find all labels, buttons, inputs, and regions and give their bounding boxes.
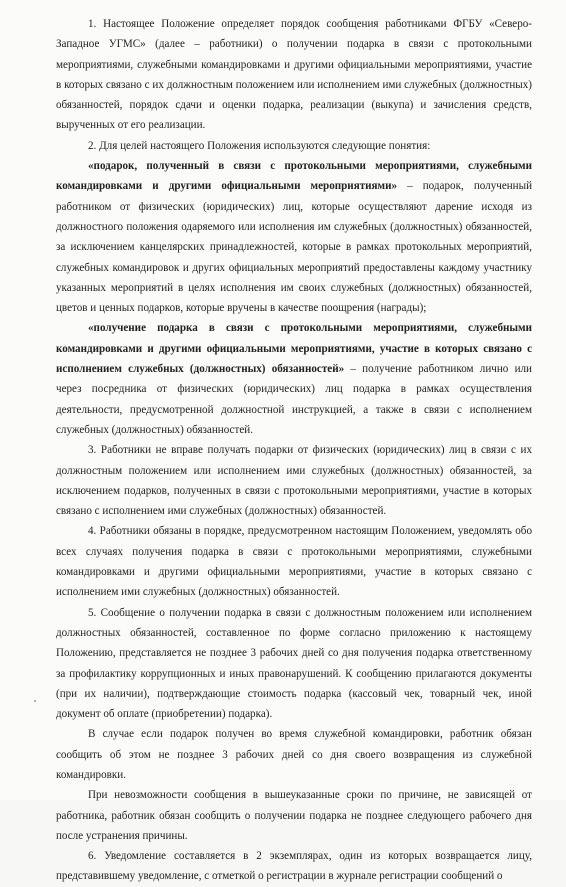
- paragraph-2: 2. Для целей настоящего Положения используются следующие понятия:: [88, 139, 431, 152]
- definition-gift-text: – подарок, полученный работником от физических (юридических) лиц, которые осуществляют дарение исходя из должностного положения одаряемого или исполнения им служебных (должностных) обязанностей, за исключением канцелярских принадлежностей, которые в рамках протокольных мероприятий, служебных командировок и других официальных мероприятий предоставлены каждому участнику указанных мероприятий в целях исполнения им своих служебных (должностных) обязанностей, цветов и ценных подарков, которые вручены в качестве поощрения (награды);: [56, 180, 533, 315]
- paragraph-4: 4. Работники обязаны в порядке, предусмотренном настоящим Положением, уведомлять обо всех случаях получения подарка в связи с протокольными мероприятиями, служебными командировками и другими официальными мероприятиями, участие в которых связано с исполнением ими служебных (должностных) обязанностей.: [56, 525, 532, 599]
- paragraph-6: 6. Уведомление составляется в 2 экземплярах, один из которых возвращается лицу, представившему уведомление, с отметкой о регистрации в журнале регистрации сообщений о: [56, 850, 532, 883]
- definition-receipt-text: – получение работником лично или через посредника от физических (юридических) лиц подарка в рамках осуществления деятельности, предусмотренной должностной инструкцией, а также в связи с исполнением служебных (должностных) обязанностей.: [56, 363, 532, 436]
- definition-gift: [56, 156, 532, 318]
- definition-receipt-term: «получение подарка в связи с протокольными мероприятиями, служебными командировками и другими официальными мероприятиями, участие в которых связано с исполнением служебных (должностных) обязанностей»: [56, 322, 532, 376]
- paragraph-1: 1. Настоящее Положение определяет порядок сообщения работниками ФГБУ «Северо-Западное УГМС» (далее – работники) о получении подарка в связи с протокольными мероприятиями, служебными командировками и другими официальными мероприятиями, участие в которых связано с их должностным положением или исполнением ими служебных (должностных) обязанностей, порядок сдачи и оценки подарка, реализации (выкупа) и зачисления средств, вырученных от его реализации.: [56, 18, 532, 132]
- definition-gift-term: «подарок, полученный в связи с протокольными мероприятиями, служебными командировками и другими официальными мероприятиями»: [56, 160, 532, 193]
- paragraph-5-business-trip: В случае если подарок получен во время служебной командировки, работник обязан сообщить об этом не позднее 3 рабочих дней со дня своего возвращения из служебной командировки.: [56, 728, 532, 781]
- paragraph-5-impossibility: При невозможности сообщения в вышеуказанные сроки по причине, не зависящей от работника, работник обязан сообщить о получении подарка не позднее следующего рабочего дня после устранения причины.: [56, 789, 532, 842]
- paragraph-3: 3. Работники не вправе получать подарки от физических (юридических) лиц в связи с их должностным положением или исполнением ими служебных (должностных) обязанностей, за исключением подарков, полученных в связи с протокольными мероприятиями, участие в которых связано с исполнением ими служебных (должностных) обязанностей.: [56, 444, 532, 518]
- paragraph-5: 5. Сообщение о получении подарка в связи с должностным положением или исполнением должностных обязанностей, составленное по форме согласно приложению к настоящему Положению, представляется не позднее 3 рабочих дней со дня получения подарка ответственному за профилактику коррупционных и иных правонарушений. К сообщению прилагаются документы (при их наличии), подтверждающие стоимость подарка (кассовый чек, товарный чек, иной документ об оплате (приобретении) подарка).: [56, 606, 532, 721]
- definition-receipt: [56, 318, 532, 440]
- scan-speck: [34, 700, 36, 702]
